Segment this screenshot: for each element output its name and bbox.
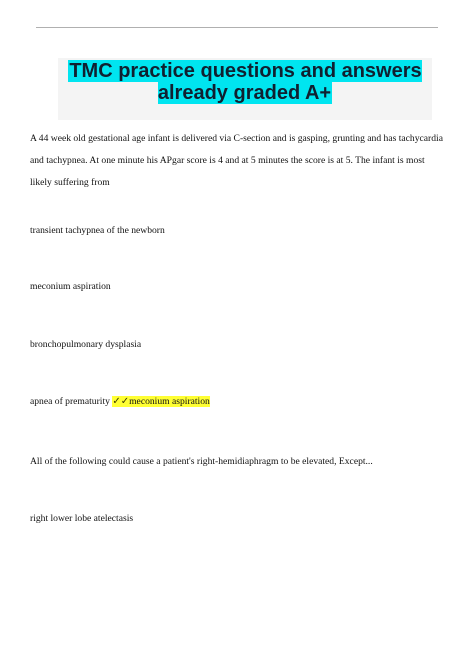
- question-2-option-1: right lower lobe atelectasis: [30, 513, 134, 524]
- checkmark-icon: ✓✓: [112, 396, 130, 407]
- question-1-answer: meconium aspiration: [129, 396, 210, 407]
- question-1-option-2: meconium aspiration: [30, 281, 111, 292]
- question-1-option-3: bronchopulmonary dysplasia: [30, 339, 142, 350]
- question-1-option-1: transient tachypnea of the newborn: [30, 225, 165, 236]
- question-1-text: A 44 week old gestational age infant is delivered via C-section and is gasping, grunting and has tachycardia and tachypnea. At one minute his APgar score is 4 and at 5 minutes the score is at 5. The infant is most likely suffering from: [30, 133, 443, 188]
- question-1-option-4-row: [30, 396, 210, 408]
- answer-highlight: [112, 396, 210, 407]
- top-divider: [36, 27, 438, 28]
- question-1-option-4: apnea of prematurity: [30, 396, 110, 407]
- title-text: TMC practice questions and answers already graded A+: [69, 60, 422, 104]
- page-title: [58, 60, 432, 104]
- question-2-text: All of the following could cause a patient's right-hemidiaphragm to be elevated, Except...: [30, 456, 373, 467]
